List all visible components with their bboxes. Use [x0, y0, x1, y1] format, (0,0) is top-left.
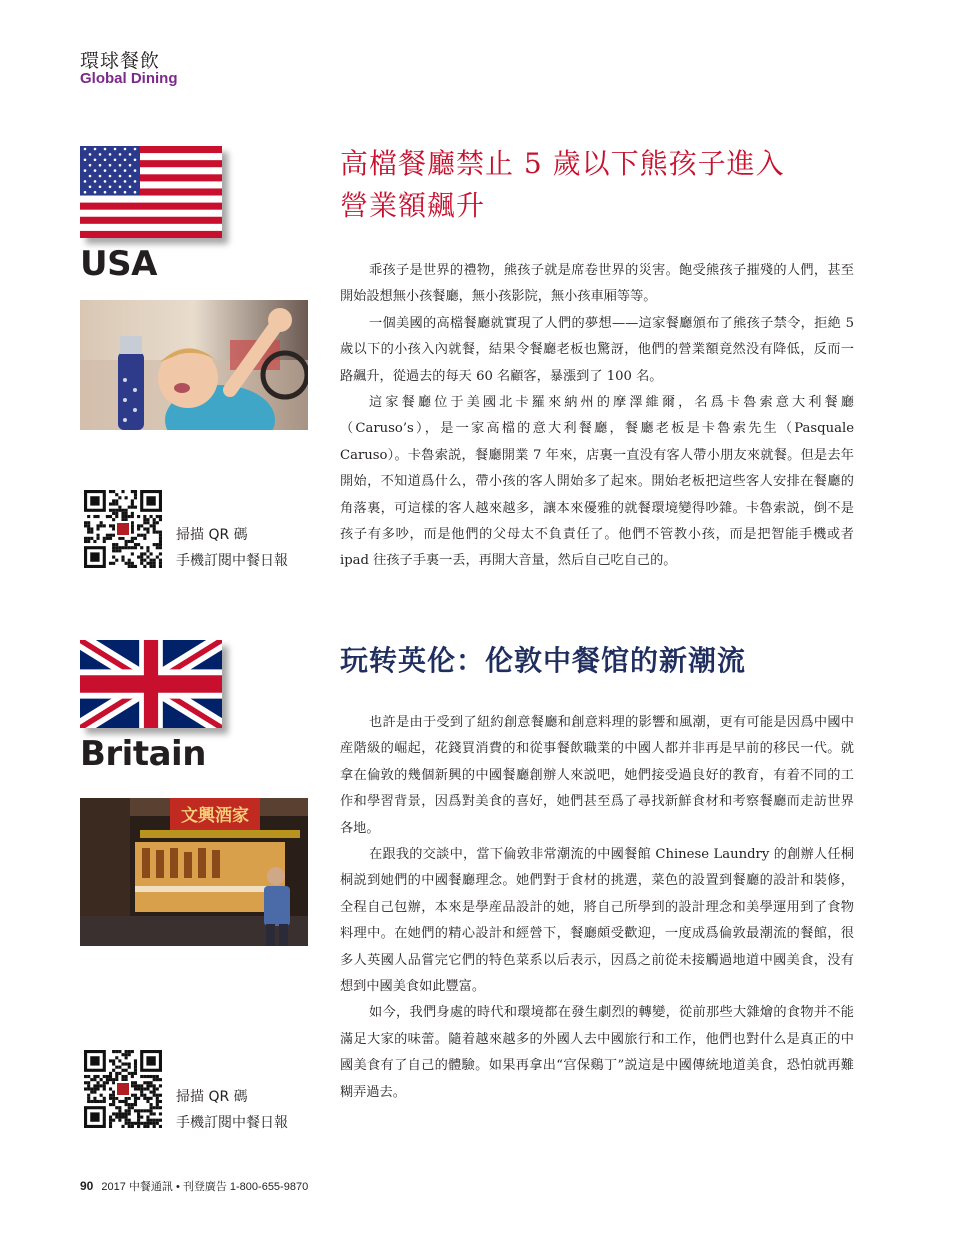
usa-flag-image [80, 146, 222, 238]
section-title-en: Global Dining [80, 70, 178, 87]
article-title-usa [340, 143, 785, 227]
paragraph: 一個美國的高檔餐廳就實現了人們的夢想——這家餐廳頒布了熊孩子禁令，拒絶 5 歲以下的小孩入內就餐，結果令餐廳老板也驚訝，他們的營業額竟然没有降低，反而一路飆升，從過去的每天 60 名顧客，暴漲到了 100 名。 [340, 315, 854, 384]
qr-code-usa[interactable] [84, 490, 162, 568]
qr-caption-line2: 手機訂閱中餐日報 [176, 1115, 288, 1131]
footer-text: 2017 中餐通訊 • 刊登廣告 1-800-655-9870 [101, 1181, 309, 1193]
qr-code-britain[interactable] [84, 1050, 162, 1128]
country-label-britain: Britain [80, 734, 206, 774]
qr-caption-britain [176, 1084, 288, 1136]
article-title-usa-line2: 營業額飆升 [340, 189, 486, 222]
qr-caption-usa [176, 522, 288, 574]
article-title-usa-line1: 高檔餐廳禁止 5 歲以下熊孩子進入 [340, 147, 785, 180]
paragraph: 這家餐廳位于美國北卡羅來納州的摩澤維爾，名爲卡魯索意大利餐廳（Caruso’s），是一家高檔的意大利餐廳，餐廳老板是卡魯索先生（Pasquale Caruso）。卡魯索説，餐廳開業 7 年來，店裏一直没有客人帶小朋友來就餐。但是去年開始，不知道爲什么，帶小孩的客人開始多了起來。開始老板把這些客人安排在餐廳的角落裏，可這樣的客人越來越多，讓本來優雅的就餐環境變得吵雜。卡魯索説，倒不是孩子有多吵，而是他們的父母太不負責任了。他們不管教小孩，而是把智能手機或者 ipad 往孩子手裏一丢，再開大音量，然后自己吃自己的。 [340, 395, 854, 569]
page-number: 90 [80, 1179, 94, 1193]
usa-photo-crying-child [80, 300, 308, 430]
uk-photo-restaurant-front [80, 798, 308, 946]
paragraph: 乖孩子是世界的禮物，熊孩子就是席卷世界的災害。飽受熊孩子摧殘的人們，甚至開始設想無小孩餐廳，無小孩影院，無小孩車厢等等。 [340, 263, 854, 305]
qr-caption-line1: 掃描 QR 碼 [176, 527, 248, 543]
section-title-zh: 環球餐飲 [80, 50, 161, 72]
qr-caption-line2: 手機訂閱中餐日報 [176, 553, 288, 569]
qr-caption-line1: 掃描 QR 碼 [176, 1089, 248, 1105]
article-title-britain: 玩转英伦：伦敦中餐馆的新潮流 [340, 644, 747, 677]
article-body-usa [340, 258, 854, 575]
restaurant-sign-text: 文興酒家 [181, 806, 249, 826]
uk-flag-image [80, 640, 222, 728]
country-label-usa: USA [80, 244, 157, 284]
paragraph: 在跟我的交談中，當下倫敦非常潮流的中國餐館 Chinese Laundry 的創辦人任桐桐説到她們的中國餐廳理念。她們對于食材的挑選，菜色的設置到餐廳的設計和裝修，全程自己包辦，本來是學産品設計的她，將自己所學到的設計理念和美學運用到了食物料理中。在她們的精心設計和經營下，餐廳頗受歡迎，一度成爲倫敦最潮流的餐館，很多人英國人品嘗完它們的特色菜系以后表示，因爲之前從未接觸過地道中國美食，没有想到中國美食如此豐富。 [340, 847, 854, 995]
paragraph: 如今，我們身處的時代和環境都在發生劇烈的轉變，從前那些大雜燴的食物并不能滿足大家的味蕾。隨着越來越多的外國人去中國旅行和工作，他們也對什么是真正的中國美食有了自己的體驗。如果再拿出“宫保鷄丁”説這是中國傳統地道美食，恐怕就再難糊弄過去。 [340, 1005, 854, 1100]
page-footer [80, 1178, 308, 1194]
article-body-britain [340, 710, 854, 1106]
paragraph: 也許是由于受到了紐約創意餐廳和創意料理的影響和風潮，更有可能是因爲中國中産階級的崛起，花錢買消費的和從事餐飲職業的中國人都并非再是早前的移民一代。就拿在倫敦的幾個新興的中國餐廳創辦人來説吧，她們接受過良好的教育，有着不同的工作和學習背景，因爲對美食的喜好，她們甚至爲了尋找新鮮食材和考察餐廳而走訪世界各地。 [340, 715, 854, 836]
